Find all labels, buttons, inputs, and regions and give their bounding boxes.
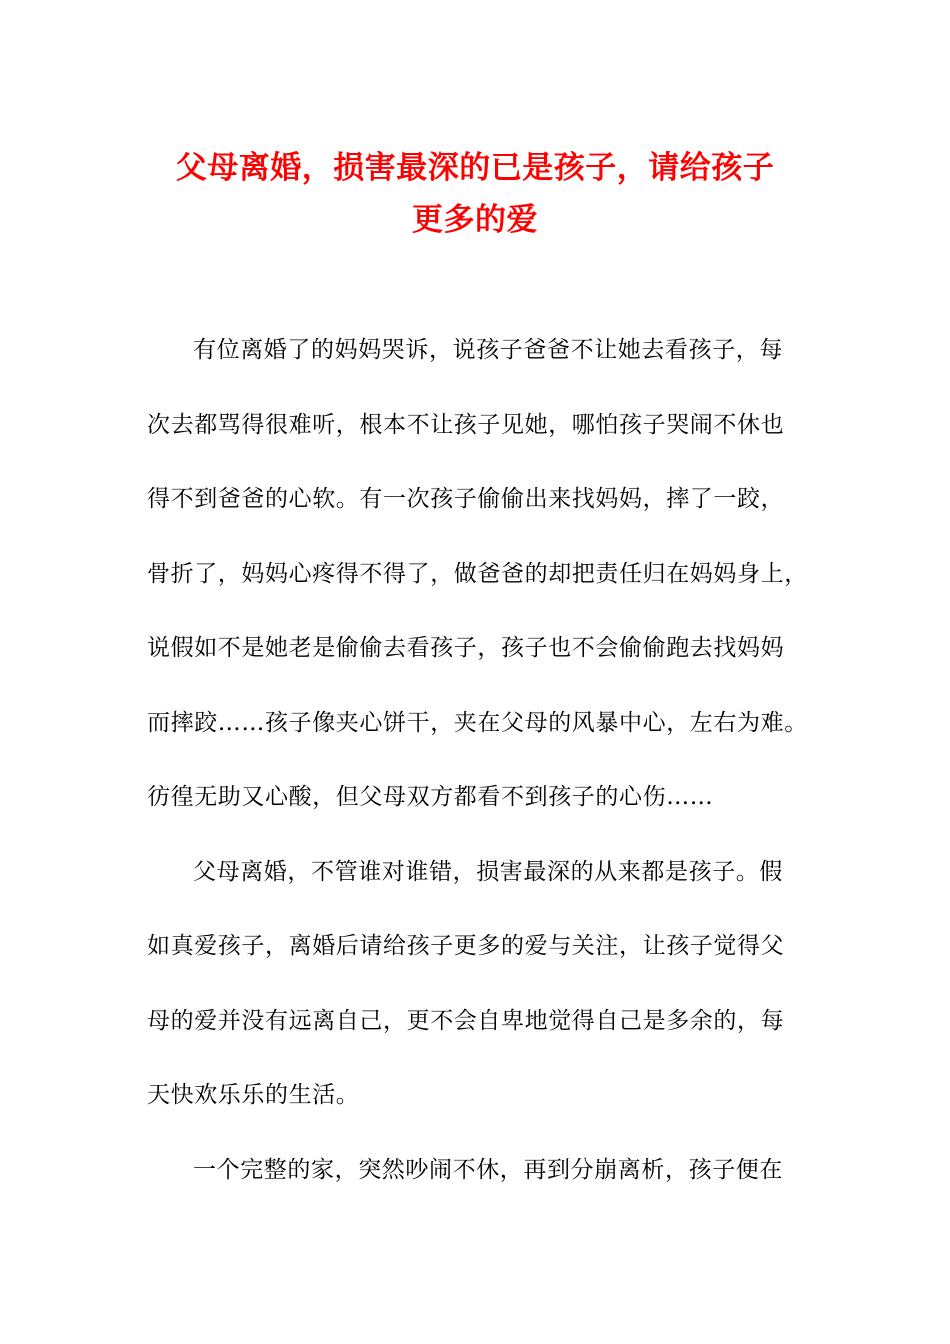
paragraph-line: 而摔跤……孩子像夹心饼干，夹在父母的风暴中心，左右为难。 <box>147 709 808 736</box>
document-title <box>120 142 830 246</box>
paragraph-line: 母的爱并没有远离自己，更不会自卑地觉得自己是多余的，每 <box>147 1007 785 1034</box>
paragraph-1 <box>147 325 817 847</box>
paragraph-line: 父母离婚，不管谁对谁错，损害最深的从来都是孩子。假 <box>193 858 783 885</box>
paragraph-line: 彷徨无助又心酸，但父母双方都看不到孩子的心伤…… <box>147 784 714 810</box>
paragraph-line: 一个完整的家，突然吵闹不休，再到分崩离析，孩子便在 <box>193 1156 783 1183</box>
paragraph-line: 次去都骂得很难听，根本不让孩子见她，哪怕孩子哭闹不休也 <box>147 411 785 438</box>
title-line-1: 父母离婚，损害最深的已是孩子，请给孩子 <box>175 150 775 186</box>
paragraph-line: 得不到爸爸的心软。有一次孩子偷偷出来找妈妈，摔了一跤， <box>147 486 785 512</box>
paragraph-line: 天快欢乐乐的生活。 <box>147 1082 360 1108</box>
paragraph-2 <box>147 847 817 1145</box>
document-body <box>147 325 817 1219</box>
title-line-2: 更多的爱 <box>412 202 538 238</box>
paragraph-line: 有位离婚了的妈妈哭诉，说孩子爸爸不让她去看孩子，每 <box>193 337 783 363</box>
paragraph-line: 说假如不是她老是偷偷去看孩子，孩子也不会偷偷跑去找妈妈 <box>147 635 785 661</box>
paragraph-line: 如真爱孩子，离婚后请给孩子更多的爱与关注，让孩子觉得父 <box>147 933 785 959</box>
paragraph-line: 骨折了，妈妈心疼得不得了，做爸爸的却把责任归在妈妈身上， <box>147 560 808 587</box>
paragraph-3 <box>147 1145 817 1220</box>
